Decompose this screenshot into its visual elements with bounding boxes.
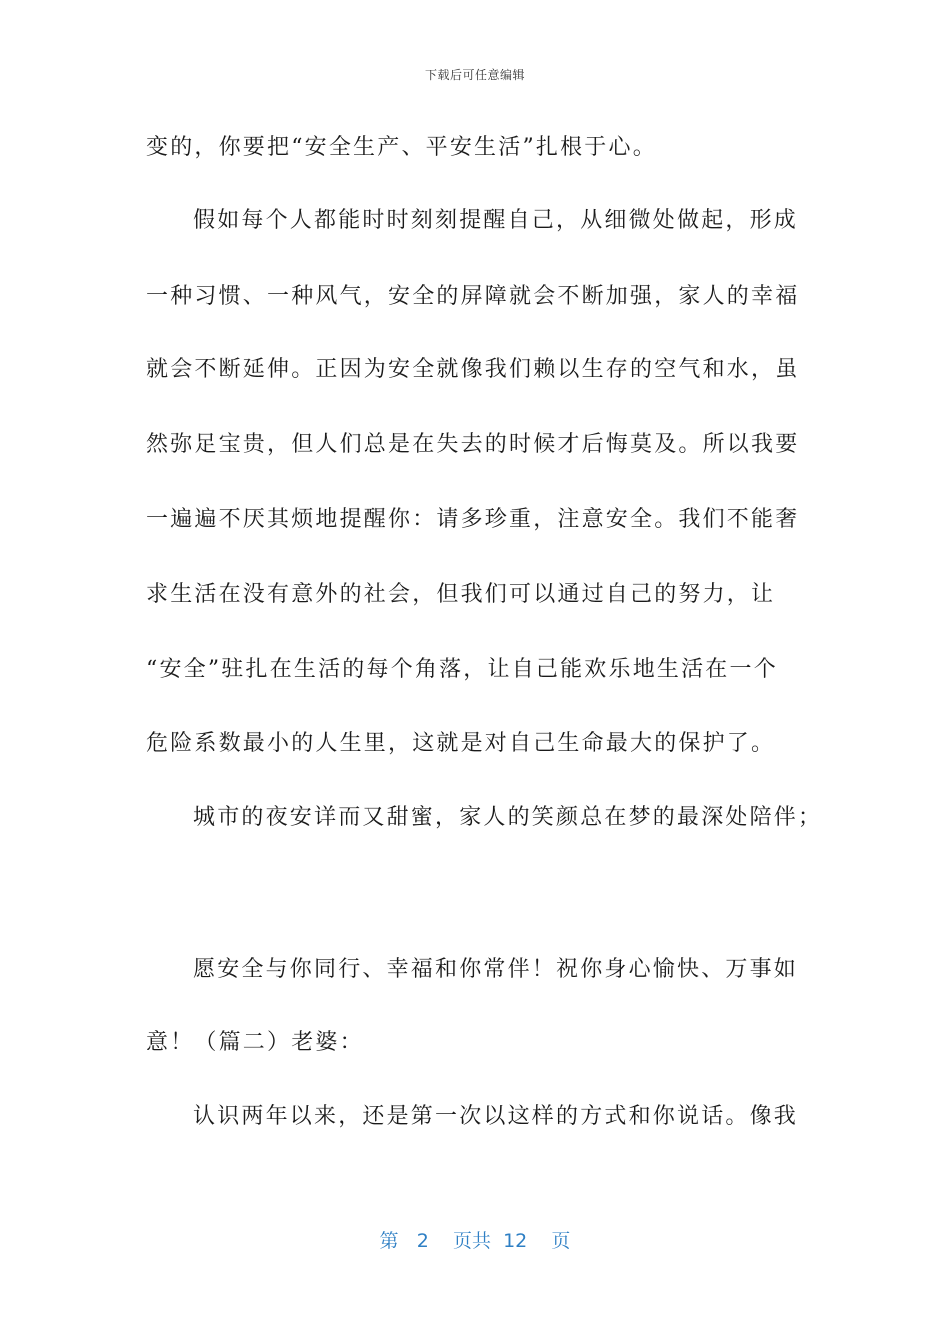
paragraph-line: 愿安全与你同行、幸福和你常伴！祝你身心愉快、万事如	[193, 957, 799, 982]
footer-middle: 页共	[452, 1230, 491, 1252]
footer-total-pages: 12	[503, 1230, 528, 1252]
paragraph-line: “安全”驻扎在生活的每个角落，让自己能欢乐地生活在一个	[146, 657, 778, 682]
footer-suffix: 页	[551, 1230, 571, 1252]
paragraph-line: 变的，你要把“安全生产、平安生活”扎根于心。	[146, 135, 657, 160]
paragraph-line: 一种习惯、一种风气，安全的屏障就会不断加强，家人的幸福	[146, 284, 800, 309]
paragraph-line: 意！（篇二）老婆：	[146, 1030, 364, 1055]
paragraph-line: 然弥足宝贵，但人们总是在失去的时候才后悔莫及。所以我要	[146, 432, 800, 457]
page-footer	[0, 1226, 950, 1253]
paragraph-line: 认识两年以来，还是第一次以这样的方式和你说话。像我	[193, 1104, 799, 1129]
footer-prefix: 第	[379, 1230, 399, 1252]
page-header: 下载后可任意编辑	[424, 68, 525, 82]
paragraph-line: 一遍遍不厌其烦地提醒你：请多珍重，注意安全。我们不能奢	[146, 507, 800, 532]
paragraph-line: 就会不断延伸。正因为安全就像我们赖以生存的空气和水，虽	[146, 357, 800, 382]
paragraph-line: 假如每个人都能时时刻刻提醒自己，从细微处做起，形成	[193, 208, 799, 233]
footer-current-page: 2	[416, 1230, 429, 1252]
paragraph-line: 危险系数最小的人生里，这就是对自己生命最大的保护了。	[146, 731, 776, 756]
paragraph-line: 求生活在没有意外的社会，但我们可以通过自己的努力，让	[146, 582, 776, 607]
paragraph-line: 城市的夜安详而又甜蜜，家人的笑颜总在梦的最深处陪伴；	[193, 805, 823, 830]
